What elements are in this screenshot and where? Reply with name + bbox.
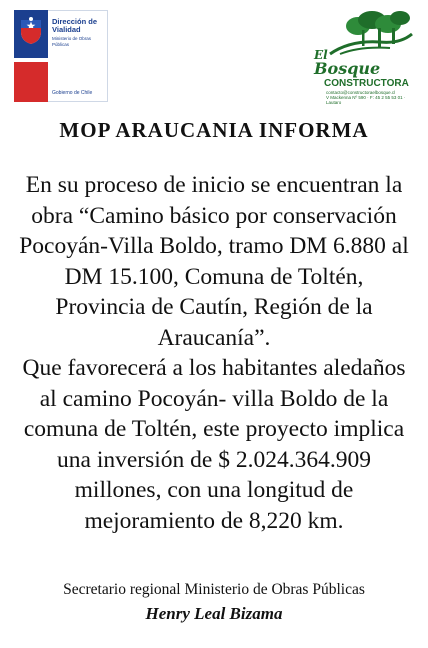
body-line: una inversión de $ 2.024.364.909 — [57, 446, 371, 473]
body-line: al camino Pocoyán- villa Boldo de la — [39, 385, 389, 412]
body-line: Araucanía”. — [157, 324, 271, 351]
gov-logo-subtitle: Ministerio de Obras Públicas — [52, 36, 92, 47]
company-contact-email: contacto@constructoraelbosque.cl — [326, 90, 396, 95]
body-line: Pocoyán-Villa Boldo, tramo DM 6.880 al — [19, 233, 409, 259]
body-line: comuna de Toltén, este proyecto implica — [23, 416, 405, 442]
gobierno-de-chile-logo — [14, 10, 108, 102]
page-title: MOP ARAUCANIA INFORMA — [59, 118, 369, 142]
brand-el: El — [314, 48, 328, 62]
body-line: mejoramiento de 8,220 km. — [84, 507, 344, 534]
announcement-body — [12, 170, 416, 536]
signature-role: Secretario regional Ministerio de Obras Públicas — [63, 581, 365, 598]
company-brand — [314, 48, 380, 76]
body-line: Provincia de Cautín, Región de la — [55, 294, 373, 320]
body-line: En su proceso de inicio se encuentran la — [25, 172, 403, 198]
signature-name: Henry Leal Bizama — [145, 604, 283, 623]
gov-logo-footer: Gobierno de Chile — [52, 90, 93, 96]
body-line: obra “Camino básico por conservación — [31, 202, 397, 229]
constructora-el-bosque-logo — [310, 10, 414, 105]
company-contact — [326, 90, 418, 105]
body-line: DM 15.100, Comuna de Toltén, — [64, 263, 364, 290]
company-contact-address: V Mackenna Nº 590 · F: 45 2 55 53 01 · Lautaro — [326, 95, 406, 105]
company-constructora: CONSTRUCTORA — [324, 78, 409, 89]
coat-of-arms-icon — [18, 16, 44, 46]
gov-logo-title: Dirección de Vialidad — [52, 17, 98, 34]
body-line: Que favorecerá a los habitantes aledaños — [22, 355, 406, 381]
brand-bosque: Bosque — [314, 59, 381, 78]
body-line: millones, con una longitud de — [74, 477, 354, 503]
